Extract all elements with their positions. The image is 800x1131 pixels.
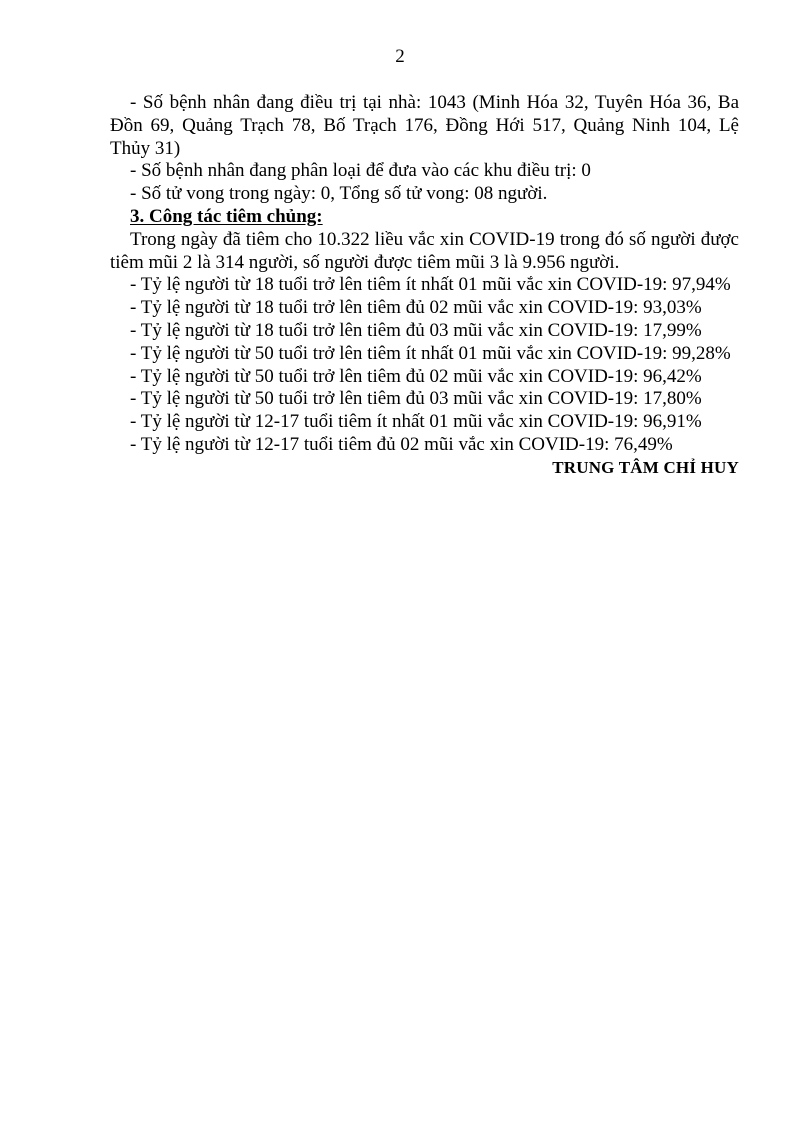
vaccination-rate-item: - Tỷ lệ người từ 12-17 tuổi tiêm ít nhất 01 mũi vắc xin COVID-19: 96,91%	[130, 411, 702, 433]
document-body	[110, 92, 739, 480]
vaccination-rate-list	[110, 274, 739, 456]
vaccination-rate-item: - Tỷ lệ người từ 18 tuổi trở lên tiêm đủ 02 mũi vắc xin COVID-19: 93,03%	[130, 297, 702, 319]
vaccination-heading: 3. Công tác tiêm chủng:	[130, 205, 323, 227]
vaccination-rate-item: - Tỷ lệ người từ 18 tuổi trở lên tiêm đủ 03 mũi vắc xin COVID-19: 17,99%	[130, 319, 702, 341]
home-treatment-paragraph: - Số bệnh nhân đang điều trị tại nhà: 1043 (Minh Hóa 32, Tuyên Hóa 36, Ba Đồn 69, Quảng Trạch 78, Bố Trạch 176, Đồng Hới 517, Quảng Ninh 104, Lệ Thủy 31)	[110, 92, 739, 159]
vaccination-rate-item: - Tỷ lệ người từ 18 tuổi trở lên tiêm ít nhất 01 mũi vắc xin COVID-19: 97,94%	[130, 274, 731, 296]
deaths-paragraph: - Số tử vong trong ngày: 0, Tổng số tử vong: 08 người.	[130, 183, 548, 205]
page-number: 2	[395, 46, 405, 67]
classification-paragraph: - Số bệnh nhân đang phân loại để đưa vào các khu điều trị: 0	[130, 160, 591, 182]
vaccination-rate-item: - Tỷ lệ người từ 12-17 tuổi tiêm đủ 02 mũi vắc xin COVID-19: 76,49%	[130, 433, 673, 455]
vaccination-rate-item: - Tỷ lệ người từ 50 tuổi trở lên tiêm đủ 02 mũi vắc xin COVID-19: 96,42%	[130, 365, 702, 387]
vaccination-rate-item: - Tỷ lệ người từ 50 tuổi trở lên tiêm ít nhất 01 mũi vắc xin COVID-19: 99,28%	[130, 342, 731, 364]
vaccination-rate-item: - Tỷ lệ người từ 50 tuổi trở lên tiêm đủ 03 mũi vắc xin COVID-19: 17,80%	[130, 388, 702, 410]
signature-block: TRUNG TÂM CHỈ HUY	[552, 457, 739, 477]
vaccination-summary: Trong ngày đã tiêm cho 10.322 liều vắc xin COVID-19 trong đó số người được tiêm mũi 2 là 314 người, số người được tiêm mũi 3 là 9.956 người.	[110, 228, 739, 273]
